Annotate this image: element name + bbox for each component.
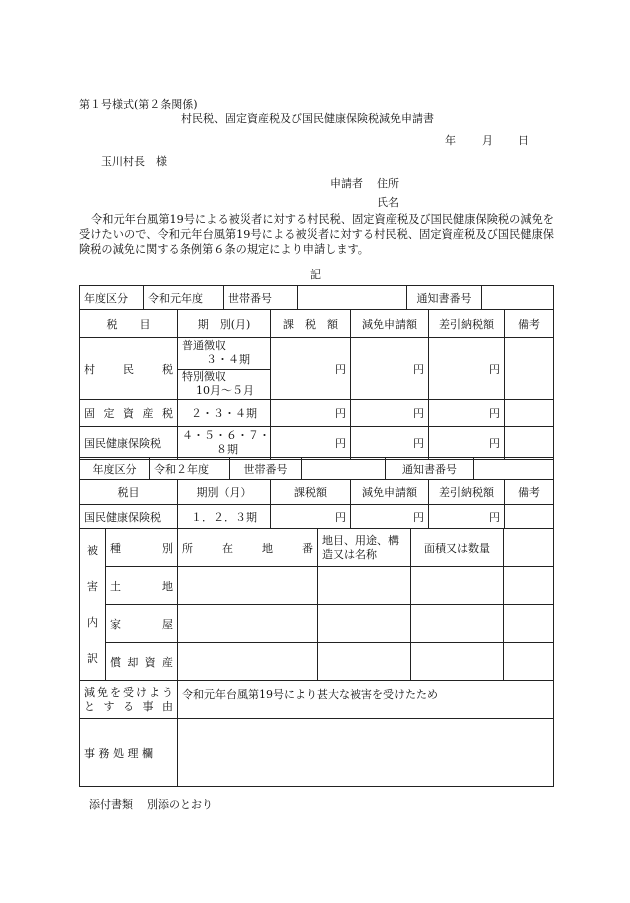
health2-reduction-amount[interactable]: 円 [351, 505, 429, 529]
tax-table-r2 [79, 457, 554, 787]
health2-remarks[interactable] [505, 505, 554, 529]
address-label: 住所 [377, 177, 399, 190]
year2-division-label: 年度区分 [80, 458, 150, 480]
damage-category-header [318, 529, 411, 567]
year-division-label: 年度区分 [80, 286, 144, 310]
property-remarks[interactable] [505, 400, 554, 427]
header-assessed: 課 税 額 [271, 310, 351, 338]
header2-tax-item: 税目 [80, 480, 178, 505]
depreciable-location[interactable] [178, 643, 318, 681]
house-category[interactable] [318, 605, 411, 643]
damage-category-header-line1: 地目、用途、構 [322, 533, 399, 547]
damage-location-header: 所 在 地 番 [178, 529, 318, 567]
header2-period: 期別（月） [178, 480, 271, 505]
damage-char-2: 害 [87, 579, 98, 593]
office-use-label: 事 務 処 理 欄 [80, 719, 178, 787]
date-year-label: 年 [445, 134, 456, 147]
ordinary-collection-period: ３・４期 [206, 353, 250, 366]
name-label: 氏名 [377, 196, 399, 209]
health-reduction-amount[interactable]: 円 [351, 427, 429, 460]
office-use-area [178, 719, 554, 787]
reason-label-line2: と す る 事 由 [84, 699, 173, 713]
health-remarks[interactable] [505, 427, 554, 460]
header2-remarks: 備考 [505, 480, 554, 505]
health2-tax-period: １．２．３期 [178, 505, 271, 529]
health-assessed-amount[interactable]: 円 [271, 427, 351, 460]
header-reduction: 減免申請額 [351, 310, 429, 338]
reason-label [80, 681, 178, 719]
household-number-label: 世帯番号 [224, 286, 298, 310]
village-reduction-amount[interactable]: 円 [351, 338, 429, 400]
health2-tax-label: 国民健康保険税 [80, 505, 178, 529]
special-collection-period: 10月～５月 [196, 384, 254, 397]
health-tax-period-line2: ８期 [216, 443, 238, 456]
reason-label-line1: 減免を受けよう [84, 685, 173, 699]
village-tax-label: 村 民 税 [80, 338, 178, 400]
land-remarks[interactable] [504, 567, 554, 605]
health-tax-label: 国民健康保険税 [80, 427, 178, 460]
property-tax-label: 固 定 資 産 税 [80, 400, 178, 427]
ki-heading: 記 [310, 268, 321, 281]
village-tax-period [178, 338, 271, 400]
health-net-amount[interactable]: 円 [429, 427, 505, 460]
damage-char-4: 訳 [87, 651, 98, 665]
village-net-amount[interactable]: 円 [429, 338, 505, 400]
tax-table-r1 [79, 285, 554, 460]
property-reduction-amount[interactable]: 円 [351, 400, 429, 427]
applicant-label: 申請者 [330, 177, 363, 190]
depreciable-area[interactable] [411, 643, 504, 681]
land-category[interactable] [318, 567, 411, 605]
house-remarks[interactable] [504, 605, 554, 643]
notice2-number-label: 通知書番号 [386, 458, 474, 480]
damage-char-1: 被 [87, 543, 98, 557]
land-location[interactable] [178, 567, 318, 605]
header-net: 差引納税額 [429, 310, 505, 338]
document-title: 村民税、固定資産税及び国民健康保険税減免申請書 [181, 112, 434, 125]
addressee: 玉川村長 様 [101, 155, 167, 168]
header2-reduction: 減免申請額 [351, 480, 429, 505]
year-division-value: 令和元年度 [144, 286, 224, 310]
depreciable-remarks[interactable] [504, 643, 554, 681]
damage-char-3: 内 [87, 615, 98, 629]
household2-number-label: 世帯番号 [230, 458, 302, 480]
damage-row-depreciable: 償 却 資 産 [106, 643, 178, 681]
health2-net-amount[interactable]: 円 [429, 505, 505, 529]
depreciable-category[interactable] [318, 643, 411, 681]
village-assessed-amount[interactable]: 円 [271, 338, 351, 400]
property-assessed-amount[interactable]: 円 [271, 400, 351, 427]
request-statement: 令和元年台風第19号による被災者に対する村民税、固定資産税及び国民健康保険税の減免を受けたいので、令和元年台風第19号による被災者に対する村民税、固定資産税及び国民健康保険税の減免に関する条例第６条の規定により申請します。 [79, 213, 554, 256]
header2-assessed: 課税額 [271, 480, 351, 505]
property-net-amount[interactable]: 円 [429, 400, 505, 427]
damage-area-header: 面積又は数量 [411, 529, 504, 567]
reason-value[interactable]: 令和元年台風第19号により甚大な被害を受けたため [178, 681, 554, 719]
form-number: 第１号様式(第２条関係) [79, 98, 198, 111]
health-tax-period-line1: ４・５・６・７・ [182, 429, 270, 442]
house-location[interactable] [178, 605, 318, 643]
year2-division-value: 令和２年度 [150, 458, 230, 480]
damage-category-header-line2: 造又は名称 [322, 547, 377, 561]
notice2-number-value[interactable] [474, 458, 554, 480]
date-day-label: 日 [518, 134, 529, 147]
attachment-label: 添付書類 [89, 798, 133, 811]
notice-number-value[interactable] [482, 286, 554, 310]
health2-assessed-amount[interactable]: 円 [271, 505, 351, 529]
damage-type-header: 種 別 [106, 529, 178, 567]
damage-section-label [80, 529, 106, 681]
ordinary-collection-label: 普通徴収 [182, 339, 226, 352]
damage-remarks-header [504, 529, 554, 567]
special-collection-label: 特別徴収 [182, 370, 226, 383]
damage-row-land: 土 地 [106, 567, 178, 605]
household-number-value[interactable] [298, 286, 407, 310]
attachment-value: 別添のとおり [147, 798, 213, 811]
household2-number-value[interactable] [302, 458, 386, 480]
header-tax-item: 税 目 [80, 310, 178, 338]
header-period: 期 別(月) [178, 310, 271, 338]
notice-number-label: 通知書番号 [407, 286, 482, 310]
property-tax-period: ２・３・４期 [178, 400, 271, 427]
header2-net: 差引納税額 [429, 480, 505, 505]
damage-row-house: 家 屋 [106, 605, 178, 643]
date-month-label: 月 [482, 134, 493, 147]
header-remarks: 備考 [505, 310, 554, 338]
village-remarks[interactable] [505, 338, 554, 400]
health-tax-period [178, 427, 271, 460]
land-area[interactable] [411, 567, 504, 605]
house-area[interactable] [411, 605, 504, 643]
